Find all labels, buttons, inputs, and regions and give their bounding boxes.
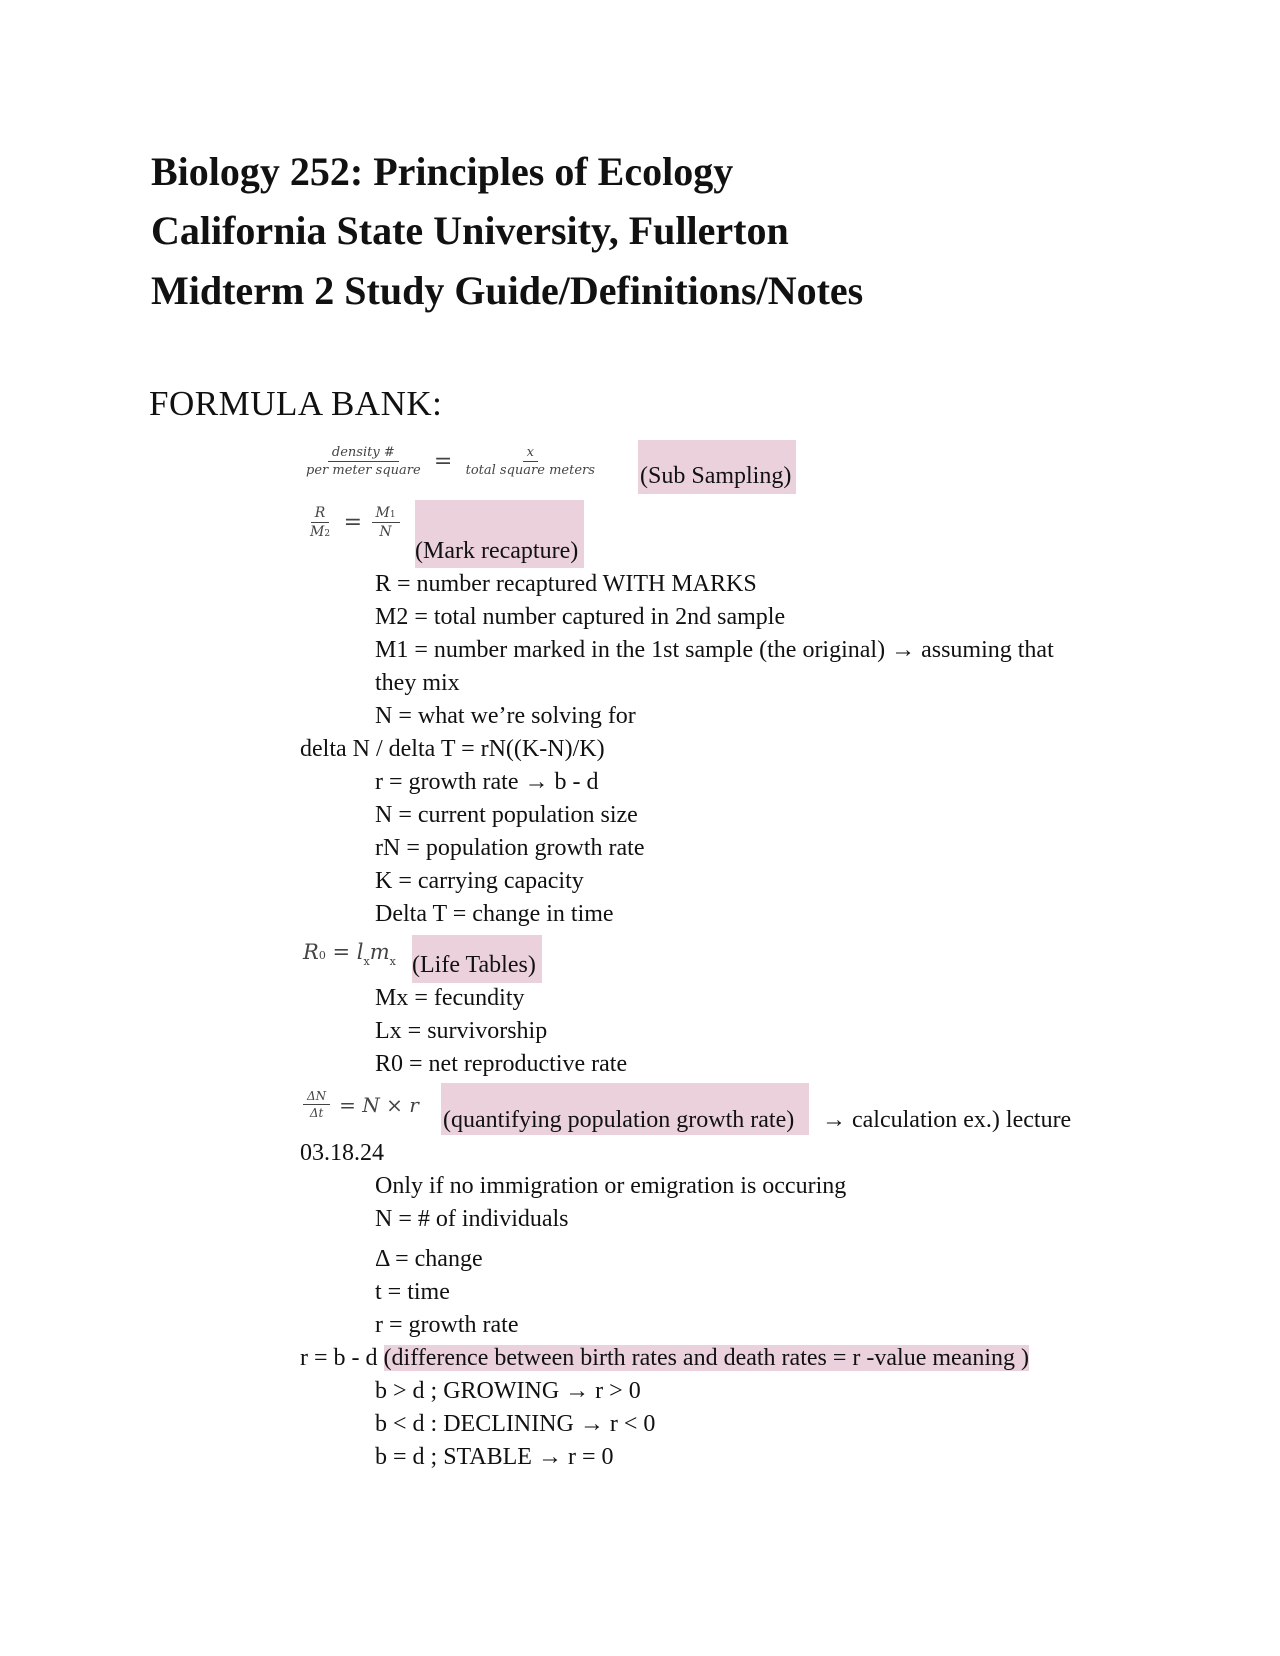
def-m1: M1 = number marked in the 1st sample (the original) → assuming that (375, 637, 1054, 663)
def-stable: b = d ; STABLE → r = 0 (375, 1444, 614, 1470)
doc-title-course: Biology 252: Principles of Ecology (151, 149, 734, 194)
def-lx: Lx = survivorship (375, 1018, 548, 1044)
def-n-individuals: N = # of individuals (375, 1206, 569, 1232)
def-k: K = carrying capacity (375, 868, 584, 894)
life-tables-label: (Life Tables) (412, 952, 536, 978)
def-delta-t: Delta T = change in time (375, 901, 614, 927)
def-t-time: t = time (375, 1279, 450, 1305)
subsampling-label: (Sub Sampling) (640, 463, 792, 489)
def-declining: b < d : DECLINING → r < 0 (375, 1411, 656, 1437)
subsampling-formula: $\frac{\text{density \#}}{\text{per meter square}}$ = $\frac{x}{\text{total square meters}}$ (302, 445, 599, 489)
growth-rate-note-date: 03.18.24 (300, 1140, 384, 1166)
doc-title-university: California State University, Fullerton (151, 208, 789, 253)
r-value-formula: r = b - d (300, 1345, 384, 1371)
growth-rate-fraction: $\frac{\Delta N}{\Delta t}$ (303, 1089, 330, 1120)
def-growing: b > d ; GROWING → r > 0 (375, 1378, 641, 1404)
def-mx: Mx = fecundity (375, 985, 525, 1011)
def-r-growth: r = growth rate → b - d (375, 769, 599, 795)
growth-rate-label: (quantifying population growth rate) (443, 1107, 795, 1133)
growth-rate-note: → calculation ex.) lecture (822, 1107, 1072, 1133)
doc-title-guide: Midterm 2 Study Guide/Definitions/Notes (151, 268, 864, 313)
def-delta-change: Δ = change (375, 1246, 483, 1272)
r-value-label: (difference between birth rates and death rates = r -value meaning ) (383, 1345, 1029, 1371)
life-tables-formula: $R0 = l_xm_x$ (303, 940, 396, 968)
mark-recapture-fraction-left: $\frac{R}{M2}$ (310, 505, 331, 540)
def-m2: M2 = total number captured in 2nd sample (375, 604, 786, 630)
def-rn: rN = population growth rate (375, 835, 645, 861)
section-heading-formula-bank: FORMULA BANK: (149, 384, 443, 423)
mark-recapture-formula: $\frac{R}{M2}$ = $\frac{M1}{N}$ (306, 505, 400, 540)
growth-rate-formula: $\frac{\Delta N}{\Delta t}$ = N × r (303, 1089, 419, 1120)
def-r0: R0 = net reproductive rate (375, 1051, 628, 1077)
def-r-recaptured: R = number recaptured WITH MARKS (375, 571, 757, 597)
def-immigration: Only if no immigration or emigration is occuring (375, 1173, 847, 1199)
subsampling-fraction-left: $\frac{\text{density \#}}{\text{per meter square}}$ (306, 445, 421, 478)
r-value-line (300, 1343, 1029, 1373)
def-n-current: N = current population size (375, 802, 638, 828)
subsampling-fraction-right: $\frac{x}{\text{total square meters}}$ (465, 445, 595, 478)
def-m1-continued: they mix (375, 670, 460, 696)
logistic-formula: delta N / delta T = rN((K-N)/K) (300, 736, 605, 762)
mark-recapture-label: (Mark recapture) (415, 538, 579, 564)
def-n-solving: N = what we’re solving for (375, 703, 636, 729)
mark-recapture-fraction-right: $\frac{M1}{N}$ (372, 505, 400, 540)
def-r-growth-rate: r = growth rate (375, 1312, 519, 1338)
